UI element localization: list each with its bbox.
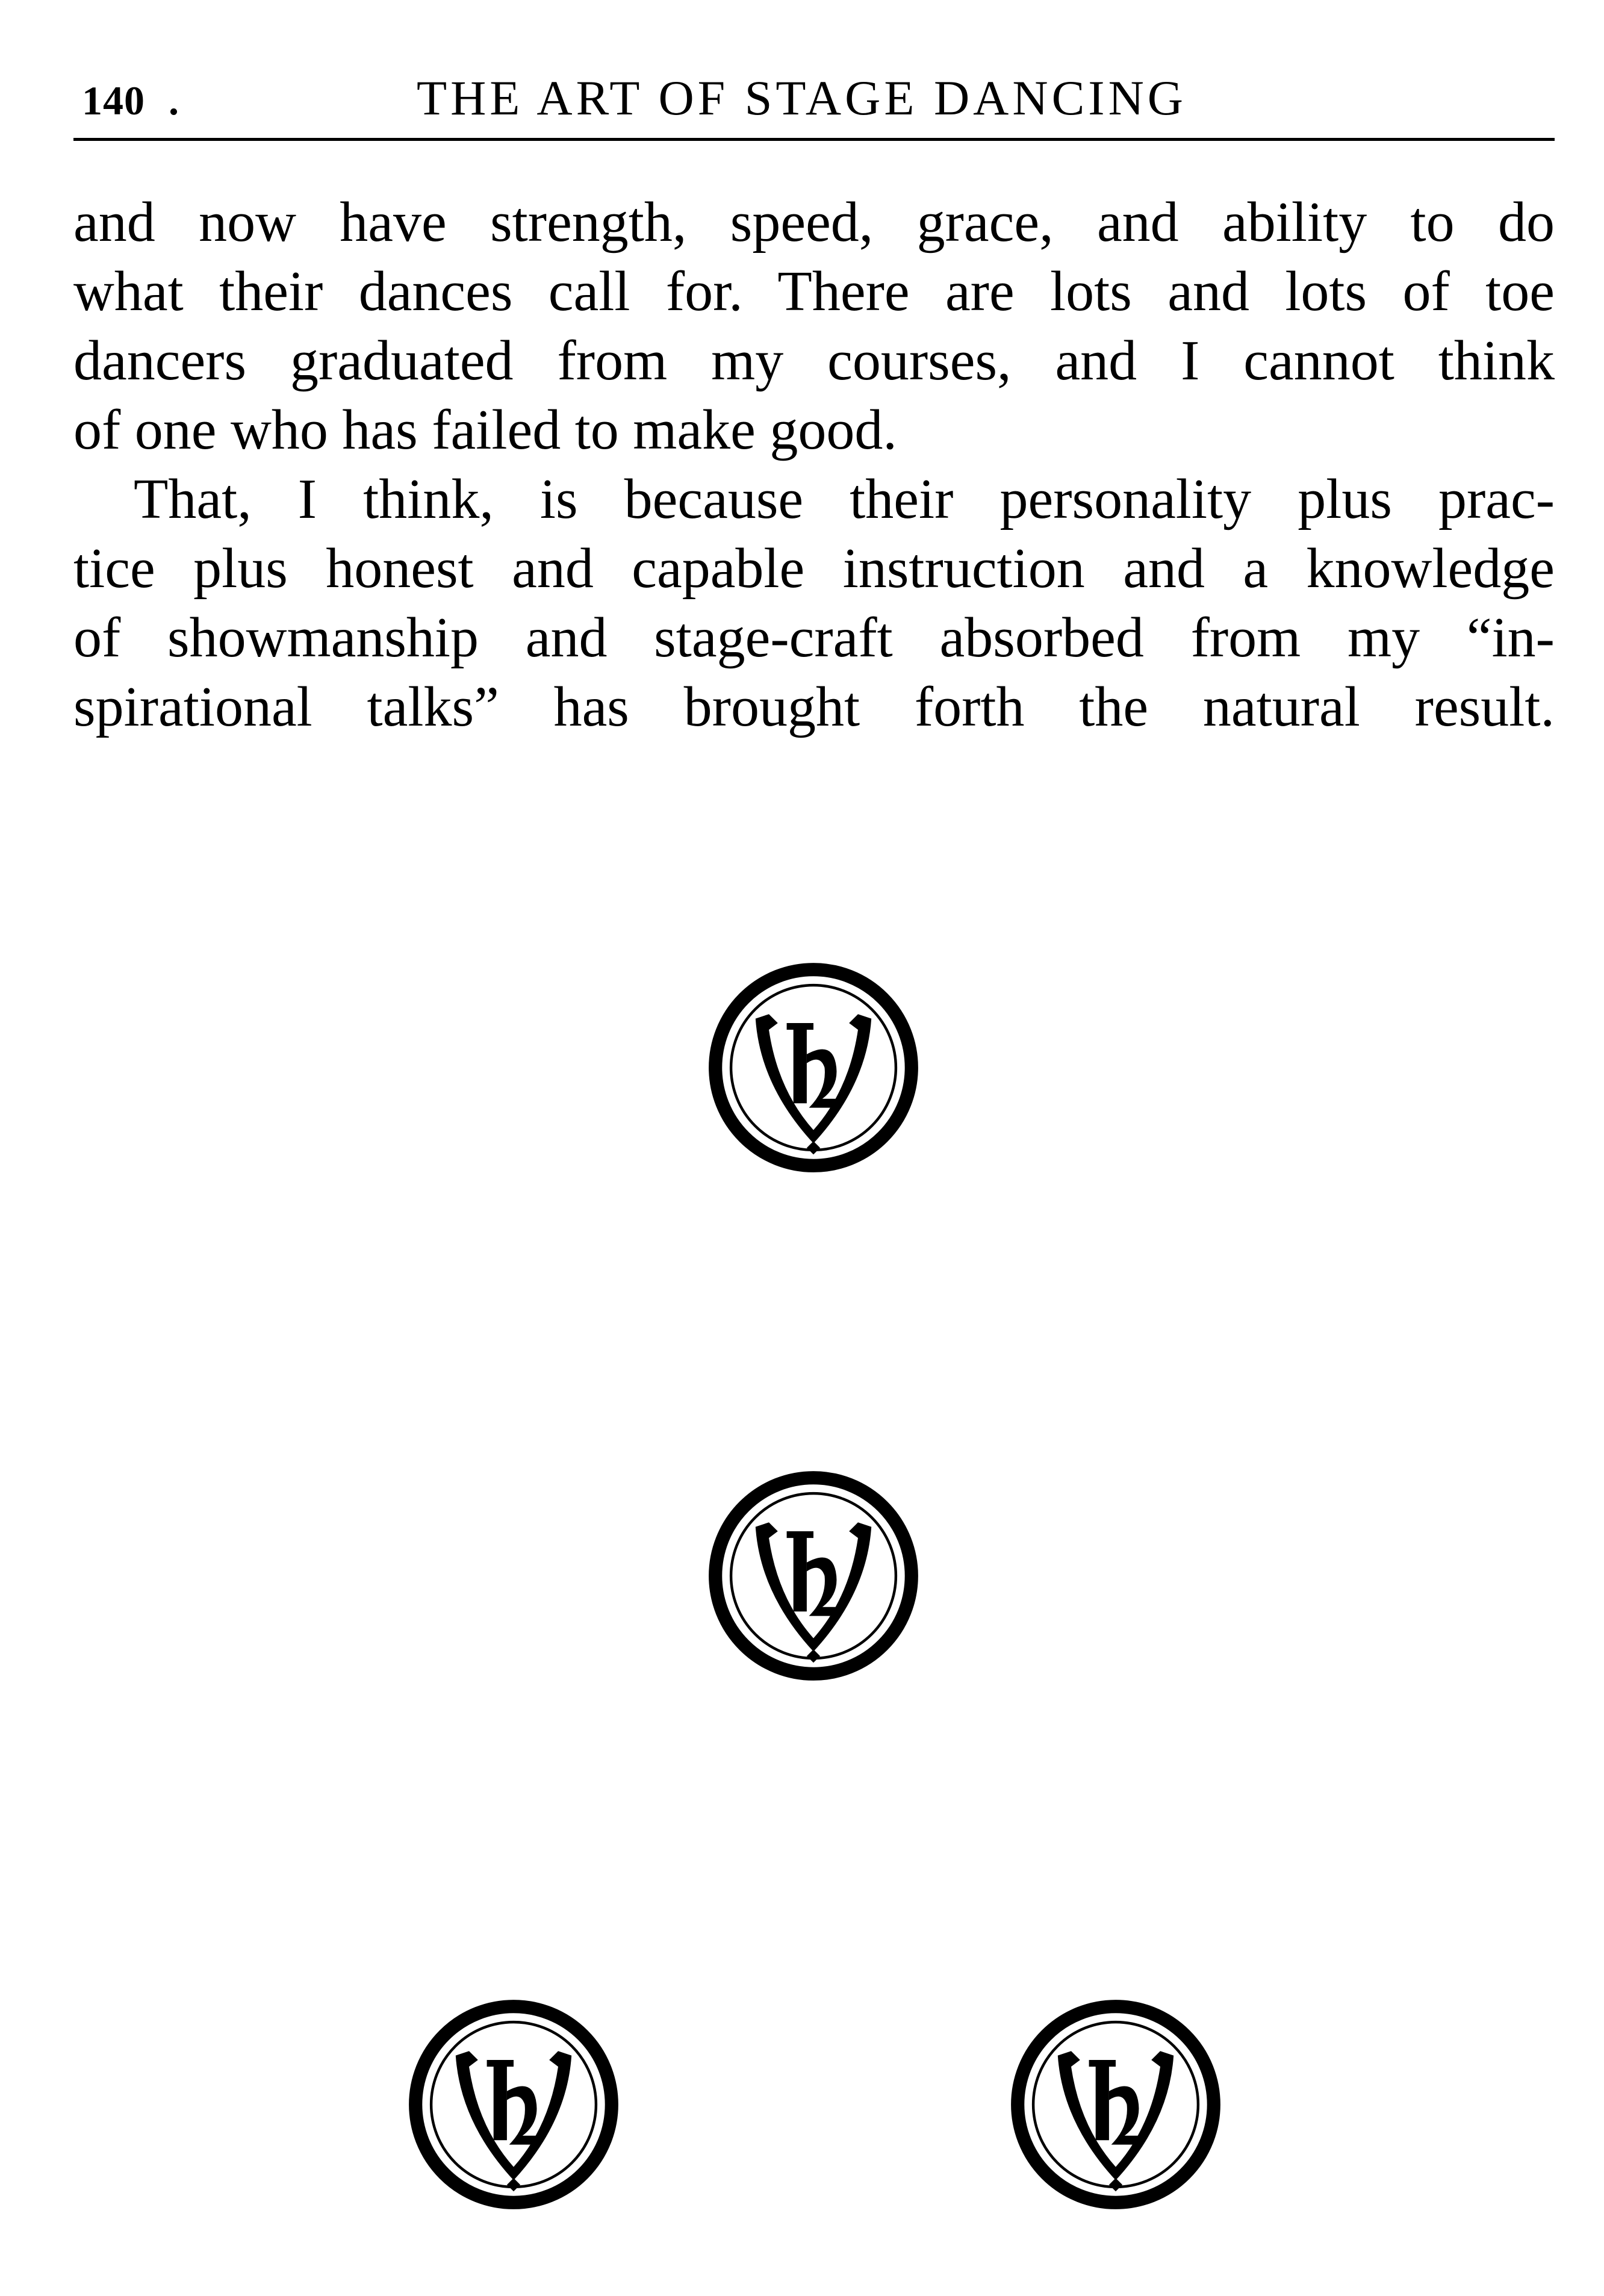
body-text [73, 188, 1555, 742]
monogram-seal-icon [1004, 1993, 1227, 2216]
text-line: of one who has failed to make good. [73, 399, 897, 461]
text-line: dancers graduated from my courses, and I cannot think [73, 329, 1555, 392]
page-header [73, 63, 1555, 141]
page-number-mark: . [169, 78, 179, 123]
monogram-seal-icon [702, 956, 925, 1179]
monogram-seal-icon [702, 1464, 925, 1687]
text-line: spirational talks” has brought forth the natural result. [73, 676, 1555, 738]
monogram-seal-icon [402, 1993, 625, 2216]
text-line: and now have strength, speed, grace, and ability to do [73, 191, 1555, 254]
running-head: THE ART OF STAGE DANCING [417, 70, 1187, 125]
text-line: of showmanship and stage-craft absorbed from my “in- [73, 606, 1555, 669]
text-line: tice plus honest and capable instruction and a knowledge [73, 537, 1555, 600]
page-number: 140 [82, 78, 145, 123]
text-line: what their dances call for. There are lots and lots of toe [73, 260, 1555, 323]
text-line: That, I think, is because their personality plus prac- [134, 468, 1555, 530]
